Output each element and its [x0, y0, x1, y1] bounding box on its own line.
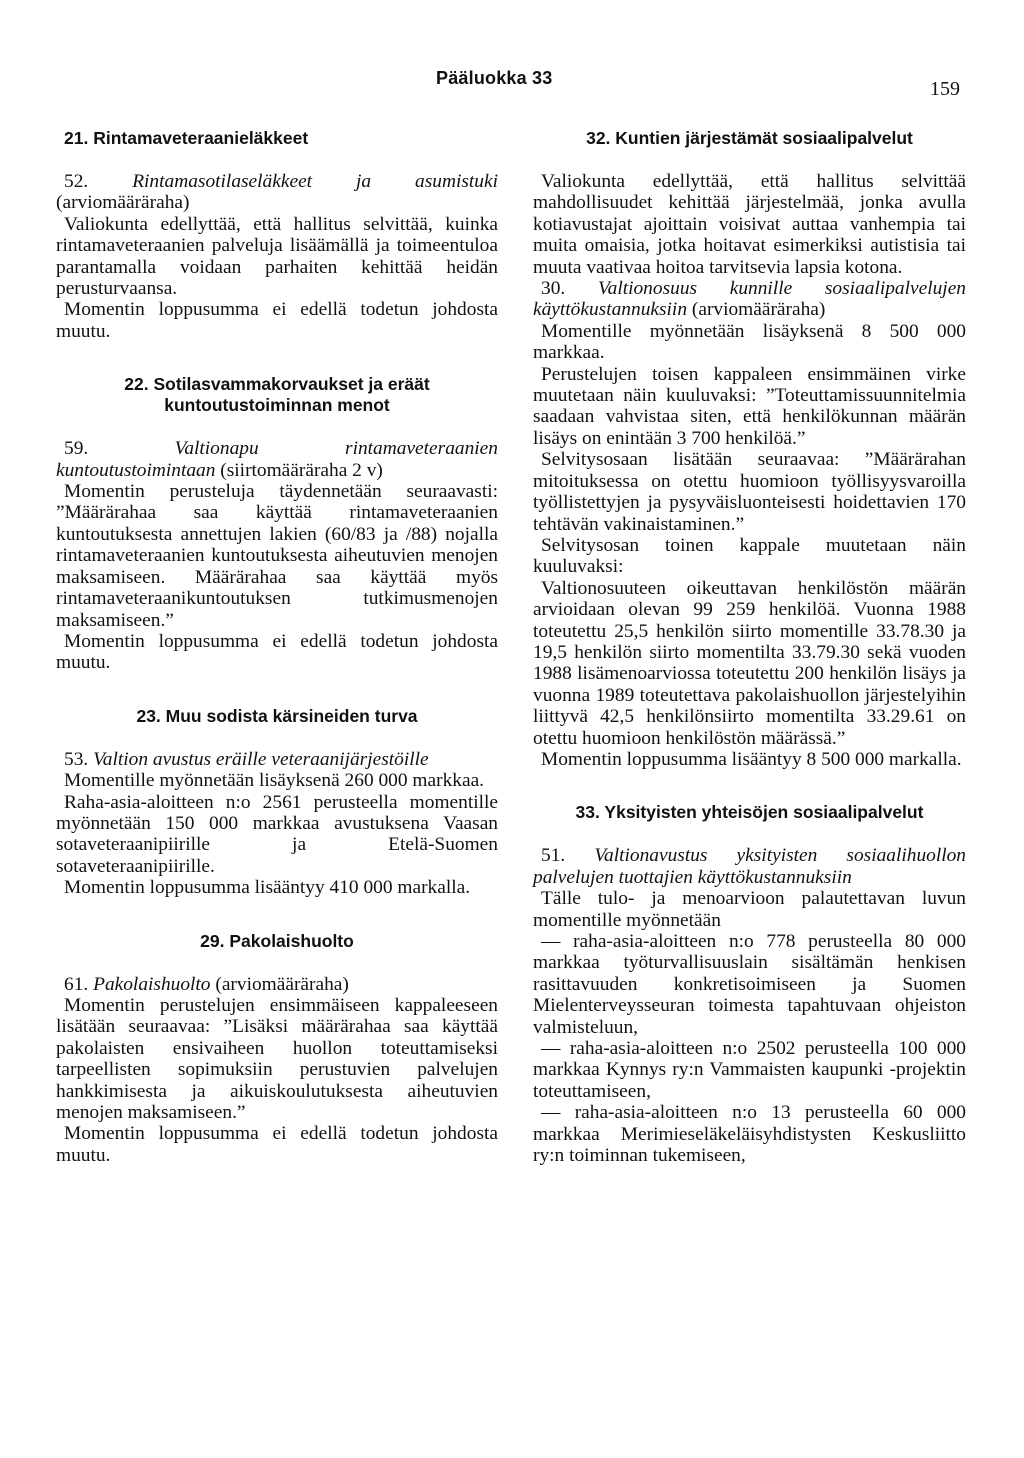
- item-51-dash-item-2: — raha-asia-aloitteen n:o 2502 perusteella 100 000 markkaa Kynnys ry:n Vammaisten kaupunki -projektin toteuttamiseen,: [533, 1038, 966, 1102]
- item-51-dash-item-1: — raha-asia-aloitteen n:o 778 perusteella 80 000 markkaa työturvallisuuslain sisältämän henkisen rasittavuuden konkretisoimiseen ja Suomen Mielenterveysseuran toimesta tapahtuvaan ohjeiston valmisteluun,: [533, 931, 966, 1038]
- item-30-paragraph-5: Valtionosuuteen oikeuttavan henkilöstön määrän arvioidaan olevan 99 259 henkilöä. Vuonna 1988 toteutettu 25,5 henkilön siirto momentille 33.78.30 ja 19,5 henkilön siirto momentilta 33.79.30 sekä vuoden 1988 lisämenoarviossa toteutettu 200 henkilön lisäys ja vuonna 1989 toteutettava pakolaishuollon järjestelyihin liittyvä 42,5 henkilönsiirto momentilta 33.29.61 on otettu huomioon henkilöstön määrässä.”: [533, 577, 966, 749]
- item-51-paragraph-1: Tälle tulo- ja menoarvioon palautettavan luvun momentille myönnetään: [533, 888, 966, 931]
- item-51-dash-item-3: — raha-asia-aloitteen n:o 13 perusteella 60 000 markkaa Merimieseläkeläisyhdistysten Keskusliitto ry:n toiminnan tukemiseen,: [533, 1102, 966, 1167]
- item-61-title: 61. Pakolaishuolto (arviomääräraha): [64, 973, 349, 995]
- item-30-paragraph-2: Perustelujen toisen kappaleen ensimmäinen virke muutetaan näin kuuluvaksi: ”Toteuttamissuunnitelmia saadaan vahvistaa siten, että henkilökunnan määrän lisäys on enintään 3 700 henkilöä.”: [533, 363, 966, 449]
- item-30-paragraph-4: Selvitysosan toinen kappale muutetaan näin kuuluvaksi:: [533, 534, 966, 578]
- chapter-32-paragraph-1: Valiokunta edellyttää, että hallitus selvittää mahdollisuudet kehittää järjestelmää, jonka avulla kotiavustajat ajoittain voisivat auttaa vanhempia tai muita omaisia, jotka hoitavat esimerkiksi autistisia tai muuta vaativaa hoitoa tarvitsevia lapsia kotona.: [533, 171, 966, 278]
- running-head: Pääluokka 33: [436, 68, 553, 88]
- page-number: 159: [930, 78, 960, 100]
- right-column: [533, 128, 966, 1166]
- item-59-paragraph-1: Momentin perusteluja täydennetään seuraavasti: ”Määrärahaa saa käyttää rintamaveteraanien kuntoutuksesta annettujen lakien (60/83 ja /88) nojalla rintamaveteraanien kuntoutuksesta aiheutuvien menojen maksamiseen. Määrärahaa saa käyttää myös rintamaveteraanikuntoutuksen tutkimusmenojen maksamiseen.”: [56, 481, 498, 631]
- item-61-paragraph-2: Momentin loppusumma ei edellä todetun johdosta muutu.: [56, 1123, 498, 1166]
- item-52-title: 52. Rintamasotilaseläkkeet ja asumistuki (arviomääräraha): [56, 171, 498, 214]
- section-heading-22: 22. Sotilasvammakorvaukset ja eräät kuntoutustoiminnan menot: [124, 374, 430, 416]
- item-53-title: 53. Valtion avustus eräille veteraanijärjestöille: [64, 748, 429, 770]
- item-51-title: 51. Valtionavustus yksityisten sosiaalihuollon palvelujen tuottajien käyttökustannuksiin: [533, 845, 966, 888]
- item-53-paragraph-2: Raha-asia-aloitteen n:o 2561 perusteella momentille myönnetään 150 000 markkaa avustuksena Vaasan sotaveteraanipiirille ja Etelä-Suomen sotaveteraanipiirille.: [56, 791, 498, 877]
- section-heading-32: 32. Kuntien järjestämät sosiaalipalvelut: [586, 128, 913, 148]
- item-61-paragraph-1: Momentin perustelujen ensimmäiseen kappaleeseen lisätään seuraavaa: ”Lisäksi määrärahaa saa käyttää pakolaisten ensivaiheen huollon toteuttamiseksi tarpeellisten sopimuksiin perustuvien palvelujen hankkimisesta ja aikuiskoulutuksesta aiheutuvien menojen maksamiseen.”: [56, 994, 498, 1123]
- section-heading-23: 23. Muu sodista kärsineiden turva: [136, 705, 418, 726]
- section-heading-29: 29. Pakolaishuolto: [200, 930, 354, 951]
- section-heading-21: 21. Rintamaveteraanieläkkeet: [64, 128, 309, 148]
- item-52-paragraph-1: Valiokunta edellyttää, että hallitus selvittää, kuinka rintamaveteraanien palveluja lisäämällä ja toimeentuloa parantamalla voidaan parhaiten kehittää heidän perusturvaansa.: [56, 213, 498, 300]
- item-53-paragraph-3: Momentin loppusumma lisääntyy 410 000 markalla.: [64, 877, 471, 899]
- item-59-title: 59. Valtionapu rintamaveteraanien kuntoutustoimintaan (siirtomääräraha 2 v): [56, 438, 498, 481]
- item-30-paragraph-6: Momentin loppusumma lisääntyy 8 500 000 markalla.: [541, 748, 962, 770]
- section-heading-33: 33. Yksityisten yhteisöjen sosiaalipalvelut: [575, 802, 924, 823]
- item-30-paragraph-3: Selvitysosaan lisätään seuraavaa: ”Määrärahan mitoituksessa on otettu huomioon työllisyysvaroilla työllistettyjen ja pysyväisluonteisesti hoidettavien 170 tehtävän vakinaistaminen.”: [533, 449, 966, 535]
- left-column: [56, 128, 498, 1166]
- item-53-paragraph-1: Momentille myönnetään lisäyksenä 260 000 markkaa.: [64, 770, 485, 792]
- item-30-paragraph-1: Momentille myönnetään lisäyksenä 8 500 000 markkaa.: [533, 320, 966, 364]
- item-52-paragraph-2: Momentin loppusumma ei edellä todetun johdosta muutu.: [56, 299, 498, 342]
- item-59-paragraph-2: Momentin loppusumma ei edellä todetun johdosta muutu.: [56, 630, 498, 674]
- item-30-title: 30. Valtionosuus kunnille sosiaalipalvelujen käyttökustannuksiin (arviomääräraha): [533, 278, 966, 321]
